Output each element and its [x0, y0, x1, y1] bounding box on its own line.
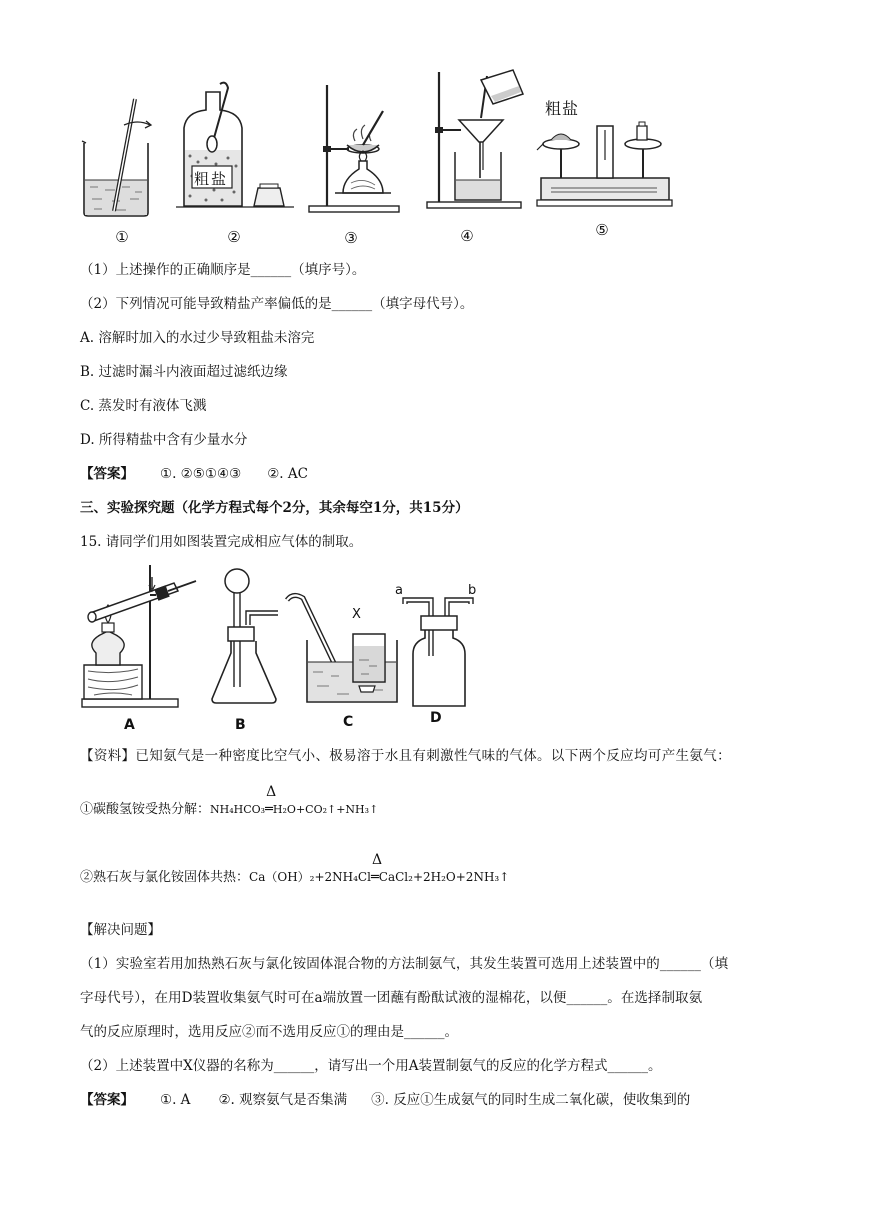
reaction-2-left: Ca（OH）₂+2NH₄Cl	[249, 870, 371, 884]
apparatus-label-d: D	[430, 710, 442, 726]
reaction-1-prefix: ①碳酸氢铵受热分解：	[80, 802, 211, 817]
part-2: （2）上述装置中X仪器的名称为______，请写出一个用A装置制氨气的反应的化学方程式______。	[80, 1058, 662, 1074]
reaction-2	[80, 852, 510, 885]
figure-label-1: ①	[115, 228, 129, 246]
question-14-part-2: （2）下列情况可能导致精盐产率偏低的是______（填字母代号）。	[80, 296, 474, 312]
port-a-label: a	[395, 583, 403, 598]
apparatus-a-diagram	[80, 565, 200, 711]
answer-14-2: ②. AC	[267, 466, 308, 482]
balance-diagram	[537, 120, 672, 210]
heat-condition-2: Δ ═	[370, 852, 383, 885]
evaporation-diagram	[305, 83, 403, 215]
option-c: C. 蒸发时有液体飞溅	[80, 398, 207, 414]
figure-label-5: ⑤	[595, 221, 609, 239]
answer-row-14	[80, 462, 308, 482]
delta-symbol-2: Δ	[371, 852, 383, 868]
apparatus-label-b: B	[235, 717, 246, 733]
question-15-stem: 15. 请同学们用如图装置完成相应气体的制取。	[80, 534, 363, 550]
answer-15-3: ③. 反应①生成氨气的同时生成二氧化碳，使收集到的	[371, 1092, 691, 1108]
x-instrument-label: X	[352, 607, 361, 622]
section-3-title: 三、实验探究题（化学方程式每个2分，其余每空1分，共15分）	[80, 500, 469, 516]
reaction-1	[80, 784, 379, 817]
heat-condition-1: Δ ═	[265, 784, 277, 817]
beaker-stirring-diagram	[80, 95, 160, 220]
option-a: A. 溶解时加入的水过少导致粗盐未溶完	[80, 330, 315, 346]
part-1-line-1: （1）实验室若用加热熟石灰与氯化铵固体混合物的方法制氨气，其发生装置可选用上述装置中的______（填	[80, 956, 729, 972]
reaction-2-right: CaCl₂+2H₂O+2NH₃↑	[378, 870, 510, 884]
answer-14-1: ①. ②⑤①④③	[160, 466, 242, 482]
answer-row-15	[80, 1088, 690, 1108]
question-14-part-1: （1）上述操作的正确顺序是______（填序号）。	[80, 262, 366, 278]
answer-tag-15: 【答案】	[80, 1092, 134, 1108]
balance-label: 粗盐	[545, 99, 580, 118]
answer-15-2: ②. 观察氨气是否集满	[218, 1092, 348, 1108]
apparatus-d-diagram	[395, 596, 477, 710]
delta-symbol-1: Δ	[266, 784, 277, 800]
part-1-line-2: 字母代号），在用D装置收集氨气时可在a端放置一团蘸有酚酞试液的湿棉花，以便______。在选择制取氨	[80, 990, 703, 1006]
apparatus-label-a: A	[124, 717, 135, 733]
port-b-label: b	[468, 583, 477, 598]
reaction-2-prefix: ②熟石灰与氯化铵固体共热：	[80, 870, 250, 885]
apparatus-c-diagram	[283, 590, 403, 708]
reaction-1-right: H₂O+CO₂↑+NH₃↑	[272, 803, 379, 816]
apparatus-b-diagram	[210, 567, 280, 707]
option-d: D. 所得精盐中含有少量水分	[80, 432, 248, 448]
part-1-line-3: 气的反应原理时，选用反应②而不选用反应①的理由是______。	[80, 1024, 458, 1040]
solve-title: 【解决问题】	[80, 922, 161, 938]
apparatus-label-c: C	[343, 714, 354, 730]
figure-label-2: ②	[227, 228, 241, 246]
reaction-1-left: NH₄HCO₃	[210, 803, 266, 816]
reagent-jar-diagram	[176, 80, 294, 212]
figure-label-4: ④	[460, 227, 474, 245]
jar-label: 粗盐	[194, 170, 229, 188]
answer-tag: 【答案】	[80, 466, 134, 482]
figure-label-3: ③	[344, 229, 358, 247]
info-paragraph: 【资料】已知氨气是一种密度比空气小、极易溶于水且有刺激性气味的气体。以下两个反应均可产生氨气：	[80, 748, 731, 764]
option-b: B. 过滤时漏斗内液面超过滤纸边缘	[80, 364, 288, 380]
filtration-diagram	[425, 70, 525, 210]
answer-15-1: ①. A	[160, 1092, 191, 1108]
